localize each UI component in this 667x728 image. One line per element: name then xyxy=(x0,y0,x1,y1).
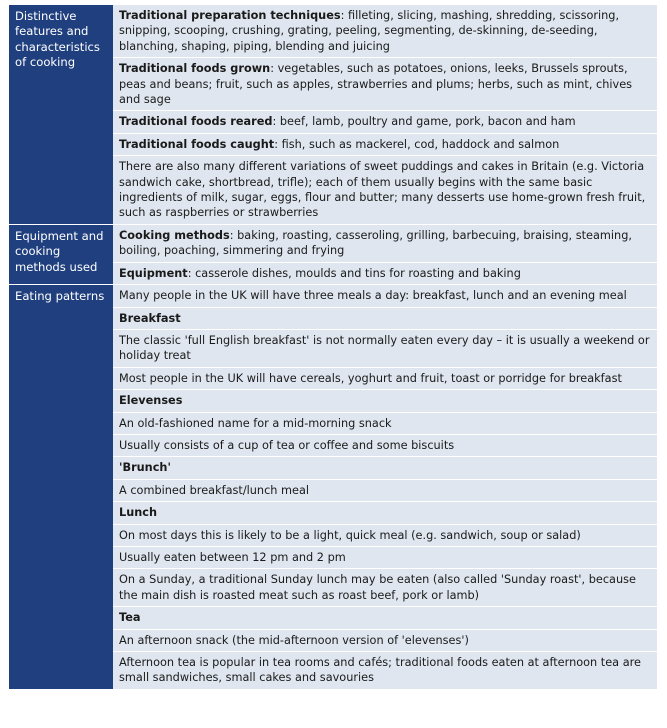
cell-text: Usually eaten between 12 pm and 2 pm xyxy=(119,550,346,564)
cell-text: : casserole dishes, moulds and tins for roasting and baking xyxy=(187,266,521,280)
table-cell xyxy=(113,524,657,546)
cell-text: A combined breakfast/lunch meal xyxy=(119,483,310,497)
section-equipment xyxy=(9,225,657,285)
cell-text: On most days this is likely to be a light, quick meal (e.g. sandwich, soup or salad) xyxy=(119,528,581,542)
cell-text: : filleting, slicing, mashing, shredding, scissoring, snipping, scooping, crushing, grating, peeling, segmenting, de-skinning, de-seeding, blanching, shaping, piping, blending and juicing xyxy=(119,9,620,53)
cell-heading: Equipment xyxy=(119,266,188,280)
cell-text: An afternoon snack (the mid-afternoon version of 'elevenses') xyxy=(119,633,469,647)
table-cell xyxy=(113,133,657,155)
table-cell xyxy=(113,412,657,434)
table-cell xyxy=(113,629,657,651)
table-cell xyxy=(113,568,657,606)
cell-heading: 'Brunch' xyxy=(119,461,171,475)
table-cell xyxy=(113,110,657,132)
cell-heading: Traditional foods reared xyxy=(119,115,273,129)
table-cell xyxy=(113,606,657,628)
table-cell xyxy=(113,389,657,411)
table-cell xyxy=(113,651,657,689)
cell-text: Usually consists of a cup of tea or coffee and some biscuits xyxy=(119,438,455,452)
cell-text: An old-fashioned name for a mid-morning snack xyxy=(119,416,392,430)
section-label: Distinctive features and characteristics of cooking xyxy=(9,5,113,224)
cell-text: : beef, lamb, poultry and game, pork, bacon and ham xyxy=(272,115,576,129)
table-cell xyxy=(113,307,657,329)
section-content xyxy=(113,5,657,224)
table-cell xyxy=(113,367,657,389)
cell-text: : fish, such as mackerel, cod, haddock and salmon xyxy=(274,137,560,151)
cell-heading: Traditional preparation techniques xyxy=(119,9,341,22)
table-cell xyxy=(113,329,657,367)
cell-heading: Elevenses xyxy=(119,394,183,408)
cell-text: : baking, roasting, casseroling, grilling, barbecuing, braising, steaming, boiling, poaching, simmering and frying xyxy=(119,228,632,258)
table-cell xyxy=(113,479,657,501)
table-cell xyxy=(113,456,657,478)
cell-text: Afternoon tea is popular in tea rooms and cafés; traditional foods eaten at afternoon tea are small sandwiches, small cakes and savouries xyxy=(119,656,641,685)
section-label: Eating patterns xyxy=(9,285,113,689)
cell-text: On a Sunday, a traditional Sunday lunch may be eaten (also called 'Sunday roast', because the main dish is roasted meat such as roast beef, pork or lamb) xyxy=(119,573,636,602)
table-cell xyxy=(113,434,657,456)
cell-text: There are also many different variations of sweet puddings and cakes in Britain (e.g. Victoria sandwich cake, shortbread, trifle); each of them usually begins with the same basic ingredients of milk, sugar, eggs, flour and butter; many desserts use home-grown fresh fruit, such as raspberries or strawberries xyxy=(119,160,646,220)
section-label: Equipment and cooking methods used xyxy=(9,225,113,284)
section-eating-patterns xyxy=(9,285,657,690)
cell-heading: Traditional foods grown xyxy=(119,62,271,76)
cell-heading: Lunch xyxy=(119,506,158,520)
cooking-table xyxy=(9,5,657,720)
cell-text: Most people in the UK will have cereals, yoghurt and fruit, toast or porridge for breakfast xyxy=(119,371,622,385)
section-content xyxy=(113,225,657,284)
table-cell xyxy=(113,546,657,568)
table-cell xyxy=(113,501,657,523)
table-cell xyxy=(113,57,657,110)
section-content xyxy=(113,285,657,689)
cell-heading: Breakfast xyxy=(119,311,181,325)
cell-heading: Traditional foods caught xyxy=(119,137,275,151)
cell-text: : vegetables, such as potatoes, onions, leeks, Brussels sprouts, peas and beans; fruit, such as apples, strawberries and plums; herbs, such as mint, chives and sage xyxy=(119,62,633,107)
cell-text: Many people in the UK will have three meals a day: breakfast, lunch and an evening meal xyxy=(119,289,627,303)
table-cell xyxy=(113,5,657,57)
table-cell xyxy=(113,262,657,284)
table-cell xyxy=(113,225,657,262)
section-distinctive-features xyxy=(9,5,657,225)
cell-heading: Tea xyxy=(119,611,141,625)
table-cell xyxy=(113,155,657,224)
cell-text: The classic 'full English breakfast' is not normally eaten every day – it is usually a weekend or holiday treat xyxy=(119,333,650,363)
table-cell xyxy=(113,285,657,306)
cell-heading: Cooking methods xyxy=(119,228,230,242)
